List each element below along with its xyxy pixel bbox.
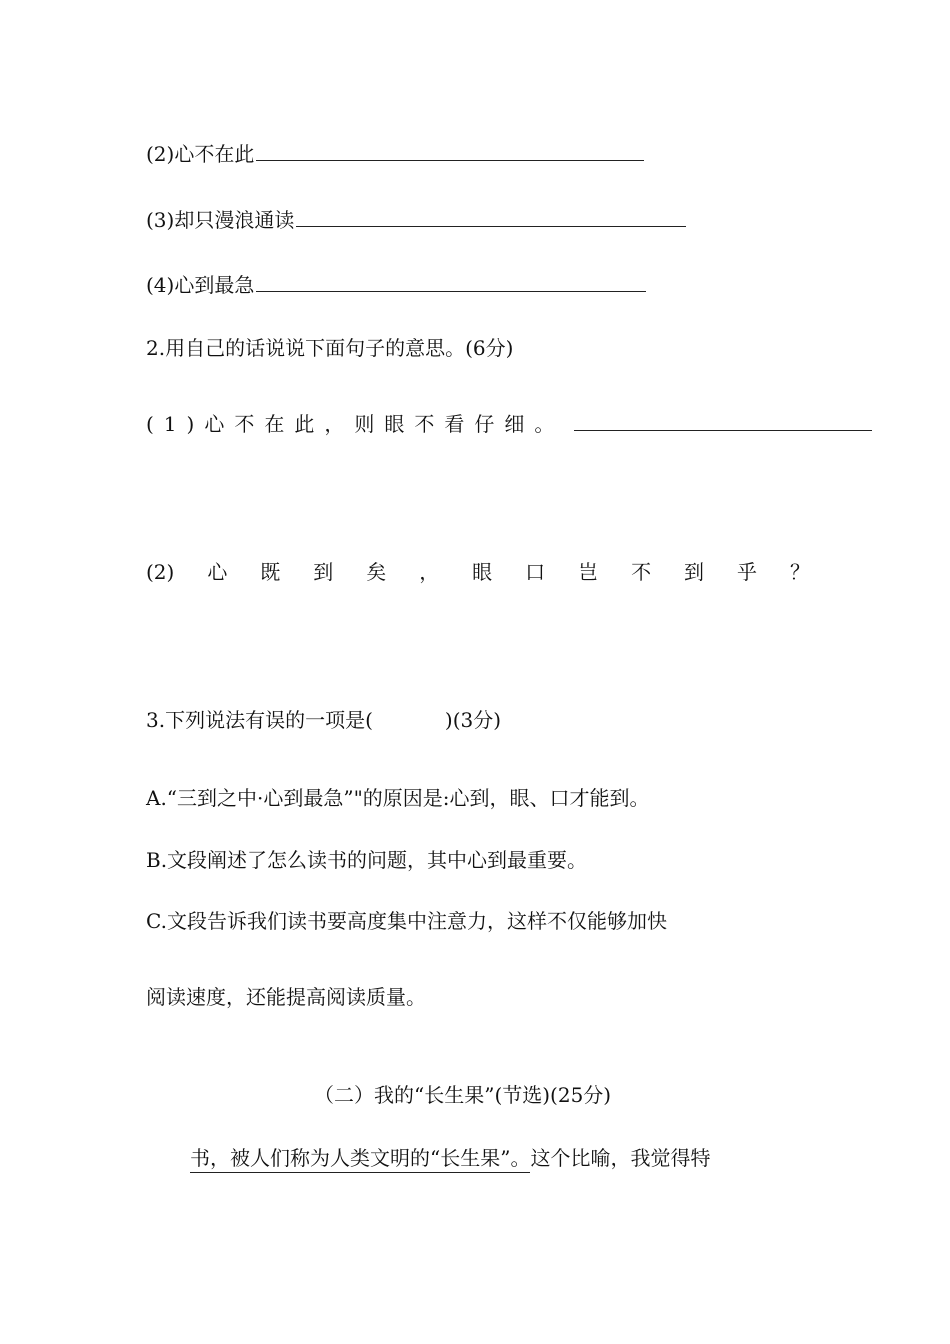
q3-option-c: C.文段告诉我们读书要高度集中注意力，这样不仅能够加快 [146,909,667,933]
q1-item-4 [146,271,646,299]
q2-s2-char: 到 [313,560,334,584]
q2-s2-char: 岂 [578,560,599,584]
answer-blank[interactable] [296,206,686,227]
q2-s2-char: 不 [631,560,652,584]
q2-s2-char: 眼 [472,560,493,584]
section-heading: （二）我的“长生果”(节选)(25分) [314,1083,612,1107]
q2-sentence-1-text: (1)心不在此，则眼不看仔细。 [146,412,565,436]
q2-s2-char: ， [419,560,440,584]
q2-s2-char: 到 [684,560,705,584]
q1-item-4-label: (4)心到最急 [146,273,255,297]
q3-option-a: A.“三到之中·心到最急”"的原因是:心到，眼、口才能到。 [146,786,650,810]
q2-title: 2.用自己的话说说下面句子的意思。(6分) [146,336,514,360]
q3-option-b: B.文段阐述了怎么读书的问题，其中心到最重要。 [146,848,588,872]
q2-s2-char: 乎 [737,560,757,584]
q2-s2-char: 心 [207,560,228,584]
q3-title [146,706,501,734]
answer-blank[interactable] [256,140,644,161]
q3-option-c-continued: 阅读速度，还能提高阅读质量。 [146,985,426,1009]
q1-item-3 [146,206,686,234]
answer-blank[interactable] [256,271,646,292]
q2-s2-char: (2) [146,560,175,584]
q1-item-2-label: (2)心不在此 [146,142,255,166]
q2-sentence-1 [146,410,872,438]
q1-item-2 [146,140,644,168]
passage-underlined-sentence: 书，被人们称为人类文明的“长生果”。 [190,1146,530,1173]
passage-text: 这个比喻，我觉得特 [530,1146,711,1170]
passage-paragraph [190,1144,710,1172]
q2-s2-char: ？ [789,560,810,584]
q2-sentence-2 [146,558,810,586]
answer-blank[interactable] [574,410,872,431]
q3-title-end: )(3分) [444,708,502,732]
q2-s2-char: 矣 [366,560,387,584]
q2-s2-char: 既 [260,560,281,584]
q1-item-3-label: (3)却只漫浪通读 [146,208,295,232]
q3-title-text: 3.下列说法有误的一项是( [146,708,373,732]
q2-s2-char: 口 [525,560,546,584]
